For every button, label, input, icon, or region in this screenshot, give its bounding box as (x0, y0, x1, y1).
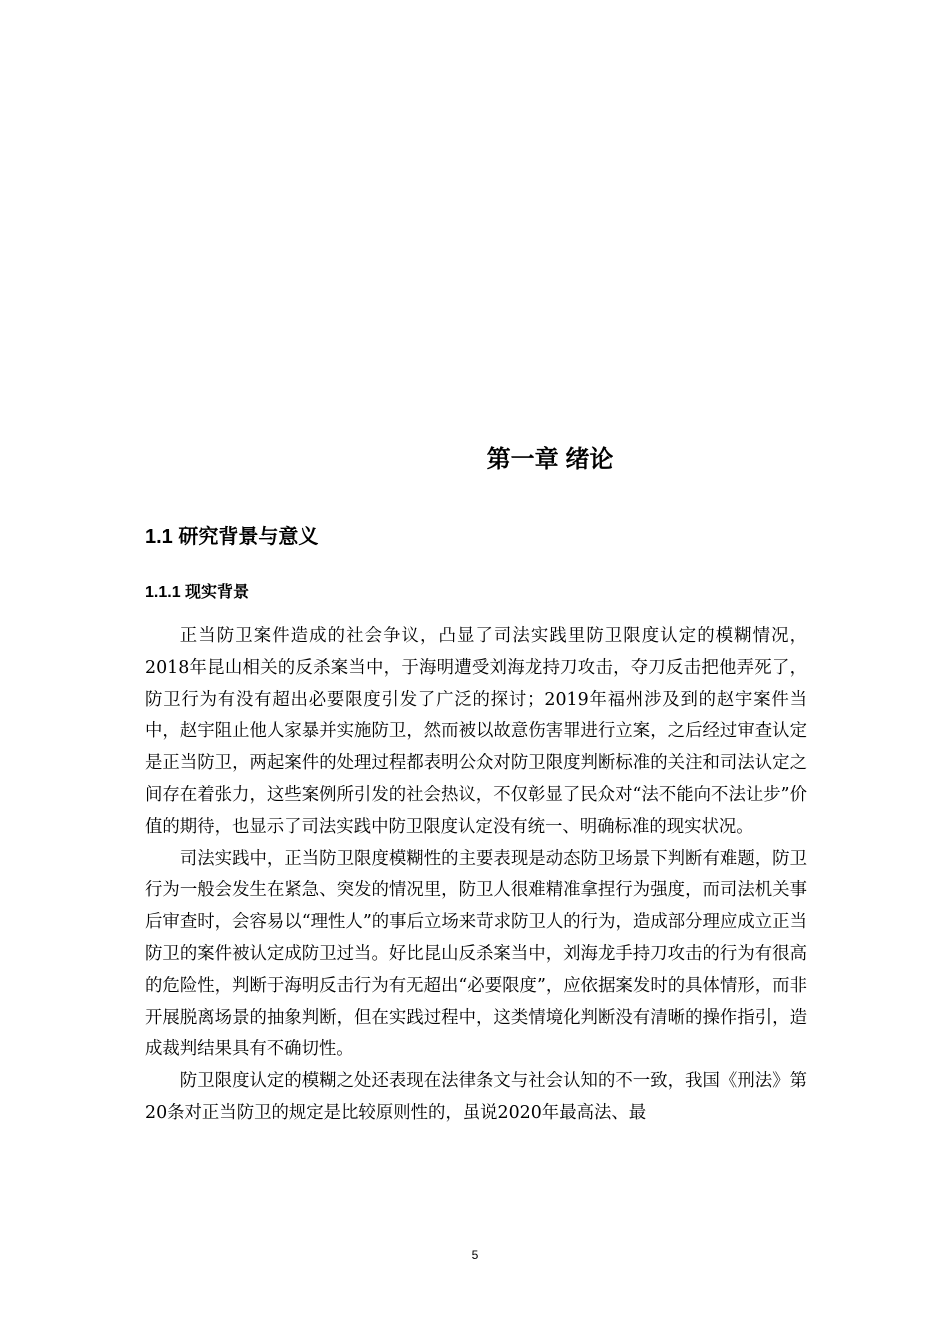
paragraph: 防卫限度认定的模糊之处还表现在法律条文与社会认知的不一致，我国《刑法》第20条对正当防卫的规定是比较原则性的，虽说2020年最高法、最 (145, 1071, 807, 1123)
body-text (145, 621, 807, 1130)
paragraph: 司法实践中，正当防卫限度模糊性的主要表现是动态防卫场景下判断有难题，防卫行为一般会发生在紧急、突发的情况里，防卫人很难精准拿捏行为强度，而司法机关事后审查时，会容易以“理性人”的事后立场来苛求防卫人的行为，造成部分理应成立正当防卫的案件被认定成防卫过当。好比昆山反杀案当中，刘海龙手持刀攻击的行为有很高的危险性，判断于海明反击行为有无超出“必要限度”，应依据案发时的具体情形，而非开展脱离场景的抽象判断，但在实践过程中，这类情境化判断没有清晰的操作指引，造成裁判结果具有不确切性。 (145, 848, 807, 1060)
chapter-title: 第一章 绪论 (486, 446, 614, 473)
section-heading: 1.1 研究背景与意义 (145, 526, 319, 548)
paragraph: 正当防卫案件造成的社会争议，凸显了司法实践里防卫限度认定的模糊情况，2018年昆山相关的反杀案当中，于海明遭受刘海龙持刀攻击，夺刀反击把他弄死了，防卫行为有没有超出必要限度引发了广泛的探讨；2019年福州涉及到的赵宇案件当中，赵宇阻止他人家暴并实施防卫，然而被以故意伤害罪进行立案，之后经过审查认定是正当防卫，两起案件的处理过程都表明公众对防卫限度判断标准的关注和司法认定之间存在着张力，这些案例所引发的社会热议，不仅彰显了民众对“法不能向不法让步”价值的期待，也显示了司法实践中防卫限度认定没有统一、明确标准的现实状况。 (145, 626, 807, 837)
subsection-heading: 1.1.1 现实背景 (145, 584, 250, 601)
page-number: 5 (471, 1248, 479, 1262)
